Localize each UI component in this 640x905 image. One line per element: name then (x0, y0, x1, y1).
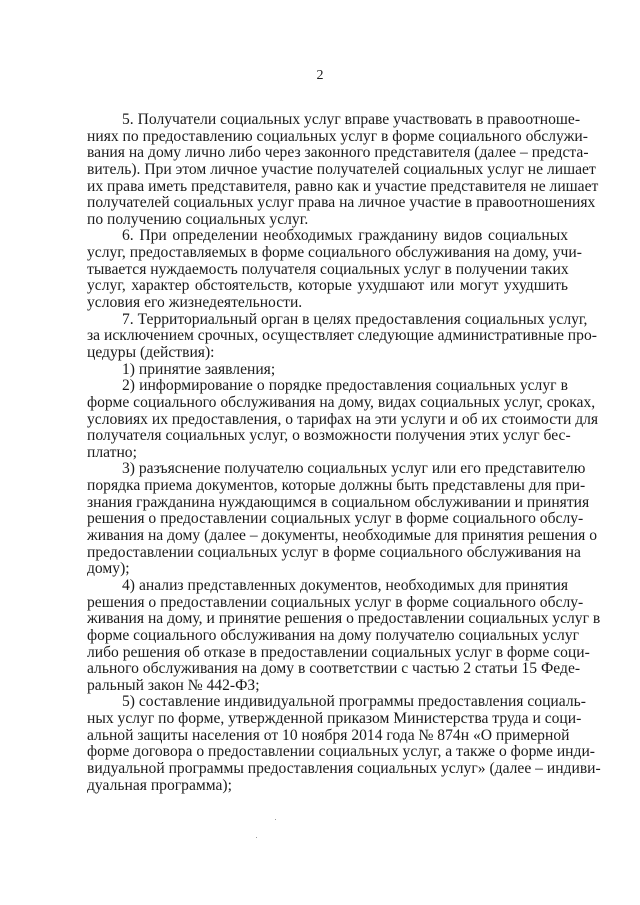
text-line: их права иметь представителя, равно как и участие представителя не лишает (87, 177, 599, 195)
text-line: живания на дому, и принятие решения о предоставлении социальных услуг в (87, 610, 601, 628)
page-number: 2 (316, 68, 324, 83)
text-line: 7. Территориальный орган в целях предоставления социальных услуг, (122, 310, 588, 328)
text-line: 5. Получатели социальных услуг вправе участвовать в правоотноше- (122, 111, 581, 128)
text-line: ных услуг по форме, утвержденной приказом Министерства труда и соци- (87, 710, 582, 728)
text-line: ниях по предоставлению социальных услуг в форме социального обслужи- (87, 127, 588, 145)
text-line: порядка приема документов, которые должны быть представлены для при- (87, 477, 586, 495)
text-line: получателей социальных услуг права на личное участие в правоотношениях (87, 194, 596, 212)
text-line: услуг, предоставляемых в форме социального обслуживания на дому, учи- (87, 244, 582, 262)
paragraph (87, 460, 598, 578)
text-line: услуг, характер обстоятельств, которые ухудшают или могут ухудшить (87, 277, 568, 295)
text-line: тывается нуждаемость получателя социальных услуг в получении таких (87, 260, 569, 278)
text-line: вания на дому лично либо через законного представителя (далее – предста- (87, 144, 589, 162)
text-line: живания на дому (далее – документы, необходимые для принятия решения о (87, 527, 598, 545)
text-line: дому); (87, 560, 130, 578)
document-body (87, 111, 601, 794)
text-line: ального обслуживания на дому в соответствии с частью 2 статьи 15 Феде- (87, 660, 581, 678)
paragraph (87, 111, 599, 228)
text-line: предоставлении социальных услуг в форме социального обслуживания на (87, 543, 581, 561)
text-line: витель). При этом личное участие получателей социальных услуг не лишает (87, 160, 596, 178)
text-line: 3) разъяснение получателю социальных услуг или его представителю (122, 460, 586, 478)
text-line: ральный закон № 442-ФЗ; (87, 676, 260, 694)
text-line: 5) составление индивидуальной программы предоставления социаль- (122, 693, 586, 711)
text-line: решения о предоставлении социальных услуг в форме социального обслу- (87, 593, 584, 611)
text-line: форме социального обслуживания на дому получателю социальных услуг (87, 626, 580, 644)
paragraph (87, 227, 582, 312)
scan-speck (275, 819, 276, 820)
text-line: за исключением срочных, осуществляет следующие административные про- (87, 327, 597, 345)
text-line: получателя социальных услуг, о возможности получения этих услуг бес- (87, 427, 571, 445)
text-line: по получению социальных услуг. (87, 210, 309, 228)
text-line: дуальная программа); (87, 776, 232, 794)
text-line: платно; (87, 443, 137, 461)
paragraph (87, 693, 601, 794)
paragraph (87, 310, 597, 362)
paragraph (87, 576, 601, 694)
text-line: цедуры (действия): (87, 343, 215, 361)
text-line: 6. При определении необходимых гражданину видов социальных (122, 227, 568, 245)
text-line: либо решения об отказе в предоставлении социальных услуг в форме соци- (87, 643, 590, 661)
text-line: решения о предоставлении социальных услуг в форме социального обслу- (87, 510, 584, 528)
text-line: форме договора о предоставлении социальных услуг, а также о форме инди- (87, 743, 595, 761)
text-line: условиях их предоставления, о тарифах на эти услуги и об их стоимости для (87, 410, 599, 428)
text-line: 4) анализ представленных документов, необходимых для принятия (122, 576, 568, 594)
text-line: 1) принятие заявления; (122, 360, 276, 378)
text-line: форме социального обслуживания на дому, видах социальных услуг, сроках, (87, 393, 596, 411)
text-line: 2) информирование о порядке предоставления социальных услуг в (122, 377, 568, 395)
text-line: условия его жизнедеятельности. (87, 294, 303, 312)
scan-speck (256, 837, 257, 838)
paragraph (87, 377, 599, 461)
text-line: видуальной программы предоставления социальных услуг» (далее – индиви- (87, 759, 601, 777)
text-line: альной защиты населения от 10 ноября 2014 года № 874н «О примерной (87, 726, 570, 744)
paragraph (87, 362, 568, 379)
text-line: знания гражданина нуждающимся в социальном обслуживании и принятия (87, 493, 590, 511)
